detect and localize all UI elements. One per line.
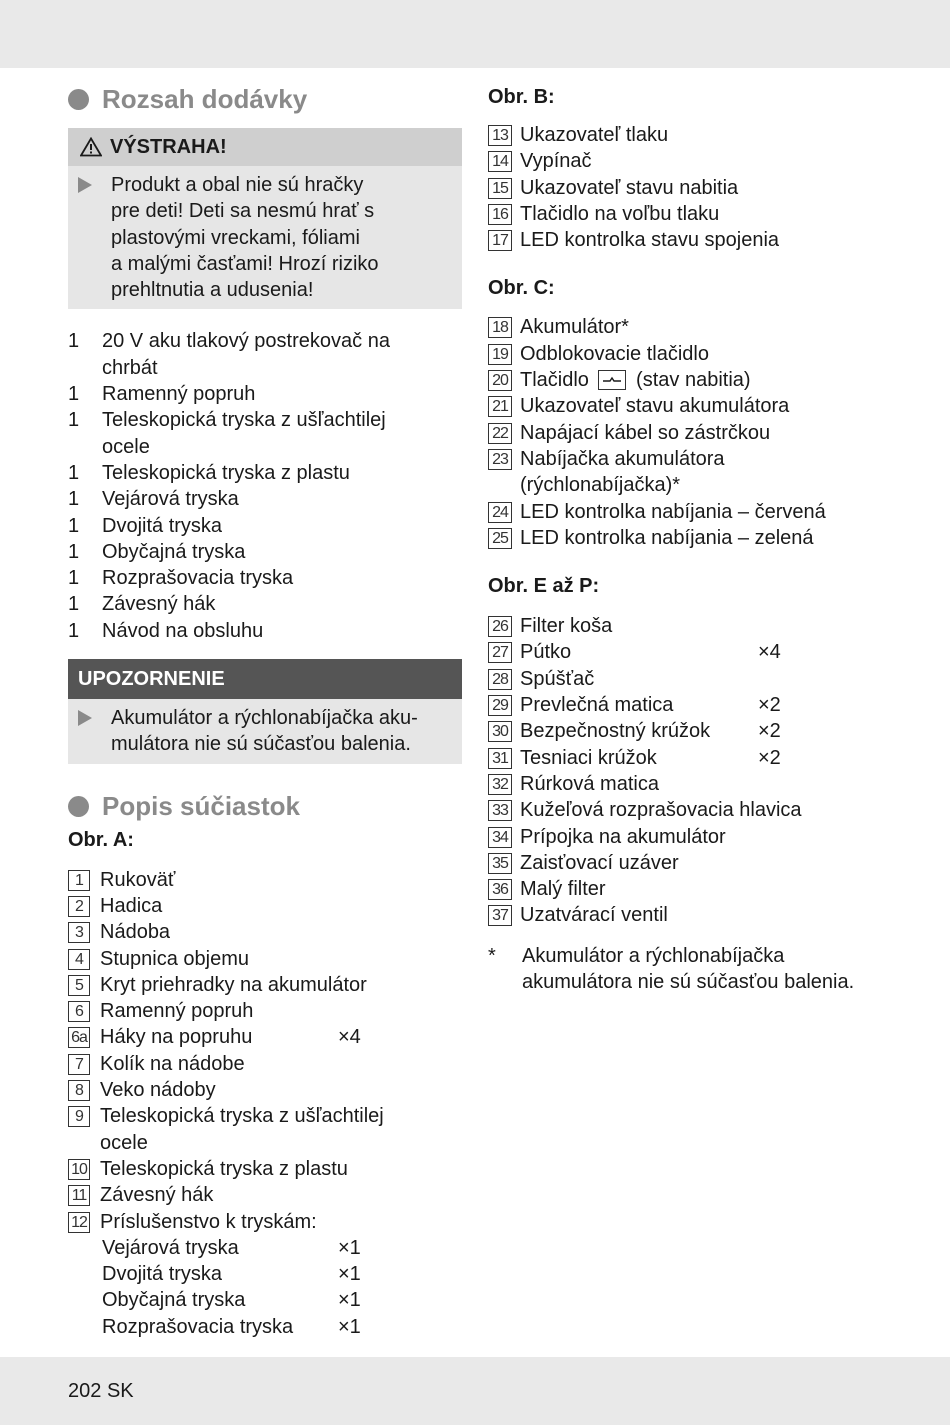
accessory-item <box>68 1314 462 1340</box>
item-count: ×2 <box>758 720 781 743</box>
accessory-count: ×1 <box>338 1315 361 1338</box>
notice-text <box>68 699 462 758</box>
list-item <box>68 539 462 565</box>
list-item <box>488 227 888 253</box>
item-text: Ukazovateľ tlaku <box>520 124 669 146</box>
item-qty: 1 <box>68 461 80 484</box>
list-item <box>488 148 888 174</box>
left-column <box>68 84 462 1340</box>
battery-status-icon <box>598 370 626 390</box>
list-item <box>488 367 888 393</box>
item-number: 24 <box>488 502 512 523</box>
item-count: ×2 <box>758 694 781 717</box>
warning-line: pre deti! Deti sa nesmú hrať s <box>111 200 375 223</box>
list-item <box>488 850 888 876</box>
accessory-item <box>68 1261 462 1287</box>
fig-ep-label: Obr. E až P: <box>488 575 600 598</box>
list-item <box>68 998 462 1024</box>
item-number: 11 <box>68 1185 90 1206</box>
item-number: 19 <box>488 344 512 365</box>
item-text: Teleskopická tryska z ušľachtilej <box>100 1105 384 1128</box>
item-text: Akumulátor* <box>520 316 629 339</box>
item-text: Prípojka na akumulátor <box>520 825 726 848</box>
item-number: 18 <box>488 317 512 338</box>
item-text: Zaisťovací uzáver <box>520 851 679 874</box>
list-item <box>488 902 888 928</box>
fig-a-list <box>68 867 462 1340</box>
item-text: Teleskopická tryska z plastu <box>102 461 350 484</box>
item-number: 6 <box>68 1001 90 1022</box>
item-number: 37 <box>488 905 512 926</box>
warning-box <box>68 128 462 309</box>
warning-triangle-icon <box>80 137 102 157</box>
item-text: Ukazovateľ stavu akumulátora <box>520 395 790 418</box>
list-item <box>68 407 462 460</box>
item-text: Kolík na nádobe <box>100 1052 245 1075</box>
item-text: 20 V aku tlakový postrekovač na <box>102 330 390 353</box>
item-text: Odblokovacie tlačidlo <box>520 342 709 365</box>
warning-header <box>68 128 462 166</box>
item-text: Obyčajná tryska <box>102 540 246 563</box>
parts-section-title <box>68 792 462 822</box>
fig-ep-list <box>488 613 888 929</box>
accessory-text: Obyčajná tryska <box>102 1289 246 1312</box>
scope-list <box>68 328 462 644</box>
item-text: LED kontrolka nabíjania – zelená <box>520 526 814 549</box>
list-item <box>488 666 888 692</box>
footnote <box>488 943 888 996</box>
item-number: 33 <box>488 800 512 821</box>
item-text: Tlačidlo <box>520 369 589 392</box>
item-number: 29 <box>488 695 512 716</box>
list-item <box>68 328 462 381</box>
item-number: 31 <box>488 748 512 769</box>
item-number: 22 <box>488 423 512 444</box>
item-number: 30 <box>488 721 512 742</box>
item-text: Nádoba <box>100 921 171 944</box>
accessory-text: Rozprašovacia tryska <box>102 1315 294 1338</box>
item-number: 27 <box>488 642 512 663</box>
item-text: Filter koša <box>520 615 613 638</box>
item-number: 6a <box>68 1027 90 1048</box>
parts-title: Popis súčiastok <box>102 791 300 822</box>
footer-band <box>0 1357 950 1425</box>
list-item <box>68 381 462 407</box>
notice-line: mulátora nie sú súčasťou balenia. <box>111 733 411 756</box>
scope-title: Rozsah dodávky <box>102 83 308 114</box>
item-number: 26 <box>488 616 512 637</box>
item-text: LED kontrolka stavu spojenia <box>520 229 780 252</box>
item-text: Kužeľová rozprašovacia hlavica <box>520 799 802 822</box>
item-number: 36 <box>488 879 512 900</box>
item-qty: 1 <box>68 409 80 432</box>
fig-b-label: Obr. B: <box>488 86 555 108</box>
scope-section-title <box>68 84 462 114</box>
list-item <box>488 824 888 850</box>
list-item <box>488 314 888 340</box>
item-number: 2 <box>68 896 90 917</box>
list-item <box>488 175 888 201</box>
arrow-bullet-icon <box>78 177 92 193</box>
fig-a-label: Obr. A: <box>68 828 134 851</box>
list-item <box>68 946 462 972</box>
list-item <box>68 1024 462 1050</box>
item-text: Napájací kábel so zástrčkou <box>520 421 771 444</box>
item-text: Ukazovateľ stavu nabitia <box>520 176 739 199</box>
list-item <box>488 446 888 499</box>
list-item <box>488 797 888 823</box>
item-text-cont: (rýchlonabíjačka)* <box>520 474 681 497</box>
page-footer <box>68 1380 134 1403</box>
item-number: 1 <box>68 870 90 891</box>
notice-heading: UPOZORNENIE <box>68 659 462 699</box>
list-item <box>68 460 462 486</box>
list-item <box>68 486 462 512</box>
item-text: Háky na popruhu <box>100 1026 253 1049</box>
list-item <box>68 1077 462 1103</box>
item-number: 28 <box>488 669 512 690</box>
list-item <box>68 972 462 998</box>
item-text: Nabíjačka akumulátora <box>520 447 725 470</box>
list-item <box>68 565 462 591</box>
item-text: Vypínač <box>520 150 592 173</box>
item-text: Uzatvárací ventil <box>520 904 668 927</box>
list-item <box>488 420 888 446</box>
item-number: 12 <box>68 1212 90 1233</box>
item-text: Teleskopická tryska z ušľachtilej <box>102 409 386 432</box>
item-number: 9 <box>68 1106 90 1127</box>
notice-line: Akumulátor a rýchlonabíjačka aku- <box>111 707 418 730</box>
footnote-line: akumulátora nie sú súčasťou balenia. <box>522 971 855 994</box>
item-text: Hadica <box>100 894 163 917</box>
accessory-item <box>68 1287 462 1313</box>
item-qty: 1 <box>68 593 80 616</box>
warning-line: plastovými vreckami, fóliami <box>111 226 360 249</box>
item-text: Pútko <box>520 641 572 664</box>
list-item <box>488 876 888 902</box>
item-number: 17 <box>488 230 512 251</box>
item-number: 20 <box>488 370 512 391</box>
item-qty: 1 <box>68 619 80 642</box>
item-text: ocele <box>102 435 150 458</box>
item-text: Vejárová tryska <box>102 488 239 511</box>
item-number: 35 <box>488 853 512 874</box>
item-qty: 1 <box>68 567 80 590</box>
item-number: 15 <box>488 178 512 199</box>
list-item <box>488 201 888 227</box>
accessory-text: Vejárová tryska <box>102 1236 239 1259</box>
accessory-text: Dvojitá tryska <box>102 1263 223 1286</box>
item-text-after: (stav nabitia) <box>636 369 751 392</box>
list-item <box>488 393 888 419</box>
header-band <box>0 0 950 68</box>
item-text: Bezpečnostný krúžok <box>520 720 711 743</box>
item-text: Tlačidlo na voľbu tlaku <box>520 202 720 225</box>
list-item <box>68 919 462 945</box>
footnote-mark: * <box>488 944 496 967</box>
item-text: Spúšťač <box>520 667 595 690</box>
list-item <box>488 718 888 744</box>
list-item <box>68 893 462 919</box>
item-number: 14 <box>488 151 512 172</box>
item-number: 16 <box>488 204 512 225</box>
item-number: 3 <box>68 922 90 943</box>
list-item <box>488 525 888 551</box>
list-item <box>488 499 888 525</box>
item-number: 13 <box>488 125 512 146</box>
accessory-item <box>68 1235 462 1261</box>
arrow-bullet-icon <box>78 710 92 726</box>
item-text: Príslušenstvo k tryskám: <box>100 1210 317 1233</box>
list-item <box>68 867 462 893</box>
item-text: Rúrková matica <box>520 772 659 795</box>
item-number: 34 <box>488 827 512 848</box>
item-text: Tesniaci krúžok <box>520 746 657 769</box>
item-number: 23 <box>488 449 512 470</box>
warning-text <box>68 166 462 303</box>
item-text: Kryt priehradky na akumulátor <box>100 973 367 996</box>
list-item <box>488 745 888 771</box>
item-qty: 1 <box>68 540 80 563</box>
list-item <box>488 692 888 718</box>
item-text: Dvojitá tryska <box>102 514 223 537</box>
item-text: Závesný hák <box>100 1184 214 1207</box>
list-item <box>68 1156 462 1182</box>
item-number: 10 <box>68 1159 90 1180</box>
item-number: 4 <box>68 949 90 970</box>
list-item <box>68 591 462 617</box>
list-item <box>68 513 462 539</box>
list-item <box>488 613 888 639</box>
list-item <box>68 1209 462 1235</box>
item-text: Rozprašovacia tryska <box>102 567 294 590</box>
item-number: 8 <box>68 1080 90 1101</box>
accessory-count: ×1 <box>338 1289 361 1312</box>
item-text: Stupnica objemu <box>100 947 249 970</box>
section-bullet-icon <box>68 796 89 817</box>
item-text: LED kontrolka nabíjania – červená <box>520 500 826 523</box>
warning-line: Produkt a obal nie sú hračky <box>111 174 364 196</box>
list-item <box>488 639 888 665</box>
item-count: ×2 <box>758 746 781 769</box>
item-number: 25 <box>488 528 512 549</box>
warning-heading: VÝSTRAHA! <box>110 135 227 158</box>
item-text: Malý filter <box>520 878 606 901</box>
list-item <box>68 1182 462 1208</box>
notice-box <box>68 659 462 764</box>
item-text-cont: ocele <box>100 1131 148 1154</box>
list-item <box>68 1051 462 1077</box>
list-item <box>488 771 888 797</box>
page-language: SK <box>106 1380 134 1402</box>
item-number: 5 <box>68 975 90 996</box>
page-number: 202 <box>68 1380 102 1402</box>
list-item <box>68 1103 462 1156</box>
item-count: ×4 <box>338 1026 361 1049</box>
list-item <box>488 341 888 367</box>
footnote-row <box>488 943 888 996</box>
item-number: 21 <box>488 396 512 417</box>
item-text: Ramenný popruh <box>102 383 256 406</box>
item-text: Návod na obsluhu <box>102 619 264 642</box>
list-item <box>488 122 888 148</box>
item-qty: 1 <box>68 330 80 353</box>
warning-line: a malými časťami! Hrozí riziko <box>111 252 379 275</box>
item-number: 32 <box>488 774 512 795</box>
right-column <box>488 84 888 995</box>
item-number: 7 <box>68 1054 90 1075</box>
accessory-count: ×1 <box>338 1263 361 1286</box>
item-text: Rukoväť <box>100 868 176 891</box>
item-text: Ramenný popruh <box>100 1000 254 1023</box>
fig-c-label: Obr. C: <box>488 277 555 300</box>
warning-line: prehltnutia a udusenia! <box>111 279 314 302</box>
section-bullet-icon <box>68 89 89 110</box>
fig-b-list <box>488 122 888 253</box>
fig-c-list <box>488 314 888 551</box>
item-text: Prevlečná matica <box>520 694 674 717</box>
item-text: Teleskopická tryska z plastu <box>100 1157 348 1180</box>
item-qty: 1 <box>68 383 80 406</box>
item-count: ×4 <box>758 641 781 664</box>
item-text: Veko nádoby <box>100 1079 216 1102</box>
footnote-line: Akumulátor a rýchlonabíjačka <box>522 944 785 967</box>
item-qty: 1 <box>68 514 80 537</box>
accessory-count: ×1 <box>338 1236 361 1259</box>
item-text: Závesný hák <box>102 593 216 616</box>
list-item <box>68 618 462 644</box>
item-text: chrbát <box>102 356 158 379</box>
item-qty: 1 <box>68 488 80 511</box>
